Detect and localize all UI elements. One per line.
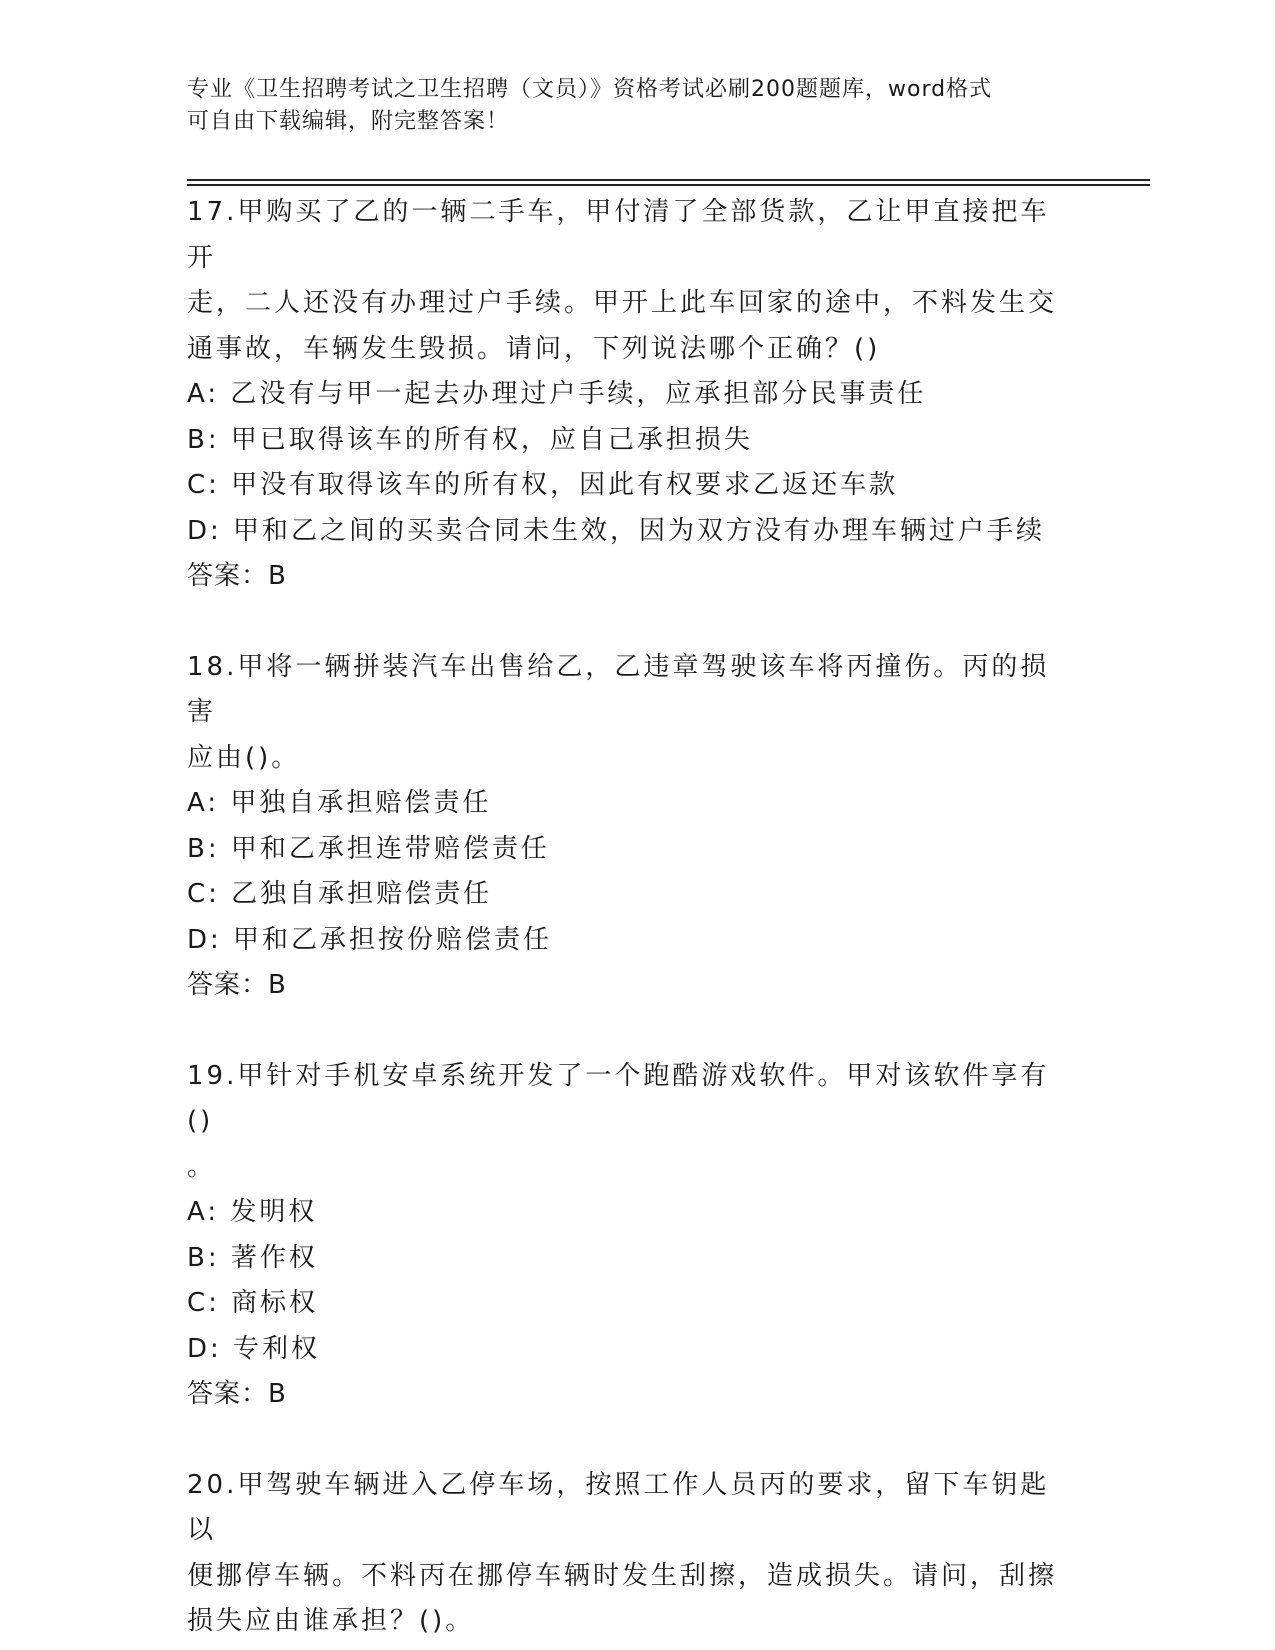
spacer (187, 1418, 1087, 1463)
question-stem-line: 19.甲针对手机安卓系统开发了一个跑酷游戏软件。甲对该软件享有() (187, 1060, 1050, 1136)
question-list (187, 190, 1087, 1645)
question-stem-line: 损失应由谁承担？()。 (187, 1606, 475, 1636)
option-b: B: 甲和乙承担连带赔偿责任 (187, 833, 550, 864)
question-stem-line: 20.甲驾驶车辆进入乙停车场，按照工作人员丙的要求，留下车钥匙以 (187, 1469, 1050, 1545)
spacer (187, 600, 1087, 645)
header-divider-bottom (187, 184, 1150, 186)
question-stem-line: 便挪停车辆。不料丙在挪停车辆时发生刮擦，造成损失。请问，刮擦 (187, 1560, 1058, 1591)
question-stem-line: 走，二人还没有办理过户手续。甲开上此车回家的途中，不料发生交 (187, 288, 1058, 318)
option-b: B: 著作权 (187, 1242, 318, 1273)
answer-line: 答案：B (187, 970, 287, 1000)
question-stem-line: 通事故，车辆发生毁损。请问，下列说法哪个正确？() (187, 333, 881, 364)
option-a: A: 乙没有与甲一起去办理过户手续，应承担部分民事责任 (187, 379, 927, 409)
question-19 (187, 1054, 1087, 1418)
header-divider-top (187, 179, 1150, 181)
option-b: B: 甲已取得该车的所有权，应自己承担损失 (187, 424, 753, 455)
option-a: A: 发明权 (187, 1197, 318, 1227)
option-c: C: 商标权 (187, 1288, 319, 1318)
answer-line: 答案：B (187, 561, 287, 591)
document-header (187, 74, 1067, 138)
header-line-2: 可自由下载编辑，附完整答案！ (187, 109, 510, 134)
answer-line: 答案：B (187, 1379, 287, 1409)
question-stem-line: 17.甲购买了乙的一辆二手车，甲付清了全部货款，乙让甲直接把车开 (187, 197, 1050, 273)
option-a: A: 甲独自承担赔偿责任 (187, 788, 492, 818)
spacer (187, 1009, 1087, 1054)
option-c: C: 乙独自承担赔偿责任 (187, 879, 493, 909)
question-18 (187, 645, 1087, 1009)
question-17 (187, 190, 1087, 600)
header-line-1: 专业《卫生招聘考试之卫生招聘（文员）》资格考试必刷200题题库，word格式 (187, 77, 993, 102)
option-d: D: 甲和乙之间的买卖合同未生效，因为双方没有办理车辆过户手续 (187, 515, 1046, 546)
question-stem-line: 应由()。 (187, 742, 301, 773)
question-stem-line: 18.甲将一辆拼装汽车出售给乙，乙违章驾驶该车将丙撞伤。丙的损害 (187, 651, 1050, 727)
option-d: D: 甲和乙承担按份赔偿责任 (187, 924, 553, 955)
question-20 (187, 1463, 1087, 1645)
option-c: C: 甲没有取得该车的所有权，因此有权要求乙返还车款 (187, 470, 899, 500)
question-stem-line: 。 (187, 1151, 217, 1182)
option-d: D: 专利权 (187, 1333, 321, 1364)
